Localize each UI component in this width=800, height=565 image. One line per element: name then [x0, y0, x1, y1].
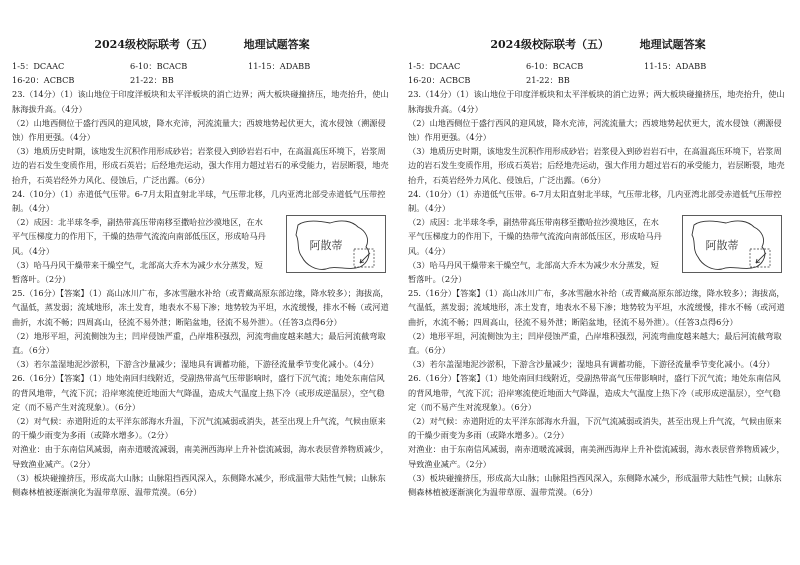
q24-part1: 24.（10分）（1）赤道低气压带。6-7月太阳直射北半球，气压带北移，几内亚湾北部受赤道低气压带控制。（4分）: [408, 188, 782, 214]
page-title: 2024级校际联考（五） 地理试题答案: [490, 38, 706, 51]
q23-part1: 23.（14分）（1）该山地位于印度洋板块和太平洋板块的消亡边界；两大板块碰撞挤压，地壳抬升，使山脉海拔升高。（4分）: [12, 89, 389, 114]
q26-part3: 对渔业：由于东南信风减弱，南赤道暖流减弱，南美洲西海岸上升补偿流减弱，海水表层营养物质减少，导致渔业减产。（2分）: [12, 444, 389, 469]
answer-key-21-22: 21-22：BB: [130, 75, 174, 86]
ashanti-map-figure: [682, 215, 782, 273]
q23-part3: （3）地质历史时期，该地发生沉积作用形成砂岩；岩浆侵入到砂岩岩石中，在高温高压环境下，岩浆周边的岩石发生变质作用，形成石英岩；后经地壳运动，强大作用力超过岩石的承受能力，岩层断裂，地壳抬升，石英岩经外力风化、侵蚀后，广泛出露。（6分）: [408, 146, 785, 185]
answer-key-11-15: 11-15：ADABB: [644, 61, 707, 71]
q24-block: [408, 187, 788, 286]
q25-part2: （2）地形平坦，河流侧蚀为主；凹岸侵蚀严重，凸岸堆积强烈，河流弯曲度越来越大；最后河流截弯取直。（6分）: [12, 330, 386, 356]
ashanti-map: [286, 215, 386, 273]
answer-key-1-5: 1-5：DCAAC: [12, 61, 65, 71]
map-region-label: 阿散蒂: [309, 240, 343, 253]
q25-part1: 25.（16分）【答案】（1）高山冰川广布，多冰雪融水补给（或青藏高原东部边缘，降水较多）；海拔高，气温低，蒸发弱；流域地形，冻土发育，地表水不易下渗；地势较为平坦，水流缓慢，排水不畅（或河道曲折，水流不畅；四周高山，径流不易外泄；断陷盆地，径流不易外泄）。（任答3点得6分）: [408, 288, 785, 327]
map-region-label: 阿散蒂: [705, 240, 739, 253]
q26-part3: 对渔业：由于东南信风减弱，南赤道暖流减弱，南美洲西海岸上升补偿流减弱，海水表层营养物质减少，导致渔业减产。（2分）: [408, 444, 785, 469]
answer-key-row: [12, 73, 392, 87]
q26-part2: （2）对气候：赤道附近的太平洋东部海水升温，下沉气流减弱或消失，甚至出现上升气流，气候由原来的干燥少雨变为多雨（或降水增多）。（2分）: [12, 416, 386, 441]
q23-part1: 23.（14分）（1）该山地位于印度洋板块和太平洋板块的消亡边界；两大板块碰撞挤压，地壳抬升，使山脉海拔升高。（4分）: [408, 89, 785, 114]
q25-part1: 25.（16分）【答案】（1）高山冰川广布，多冰雪融水补给（或青藏高原东部边缘，降水较多）；海拔高，气温低，蒸发弱；流域地形，冻土发育，地表水不易下渗；地势较为平坦，水流缓慢，排水不畅（或河道曲折，水流不畅；四周高山，径流不易外泄；断陷盆地，径流不易外泄）。（任答3点得6分）: [12, 288, 389, 327]
q24-block: [12, 187, 392, 286]
q24-part2: （2）成因：北半球冬季，副热带高压带南移至撒哈拉沙漠地区，在水平气压梯度力的作用下，干燥的热带气流流向南部低压区，形成哈马丹风。（4分）: [408, 217, 662, 256]
answer-key-21-22: 21-22：BB: [526, 75, 570, 86]
q26-part1: 26.（16分）【答案】（1）地处南回归线附近，受副热带高气压带影响时，盛行下沉气流；地处东南信风的背风地带，气流下沉；沿岸寒流使近地面大气降温，造成大气温度上热下冷（或形成逆温层），空气稳定（而不易产生对流现象）。（6分）: [12, 373, 385, 412]
q25-part3: （3）若尔盖湿地泥沙淤积，下游含沙量减少；湿地具有调蓄功能，下游径流量季节变化减小。（4分）: [12, 359, 379, 370]
answer-key-6-10: 6-10：BCACB: [130, 61, 188, 71]
answer-key-row: [408, 59, 788, 73]
q26-part4: （3）板块碰撞挤压，形成高大山脉；山脉阻挡西风深入，东侧降水减少，形成温带大陆性气候；山脉东侧森林植被逐渐演化为温带草原、温带荒漠。（6分）: [408, 472, 782, 498]
q26-part1: 26.（16分）【答案】（1）地处南回归线附近，受副热带高气压带影响时，盛行下沉气流；地处东南信风的背风地带，气流下沉；沿岸寒流使近地面大气降温，造成大气温度上热下冷（或形成逆温层），空气稳定（而不易产生对流现象）。（6分）: [408, 373, 781, 412]
answer-key-row: [408, 73, 788, 87]
q24-part3: （3）哈马丹风干燥带来干燥空气，北部高大乔木为减少水分蒸发，短暂落叶。（2分）: [408, 259, 659, 285]
q24-part1: 24.（10分）（1）赤道低气压带。6-7月太阳直射北半球，气压带北移，几内亚湾北部受赤道低气压带控制。（4分）: [12, 188, 386, 214]
answer-key-16-20: 16-20：ACBCB: [12, 75, 75, 86]
q23-part3: （3）地质历史时期，该地发生沉积作用形成砂岩；岩浆侵入到砂岩岩石中，在高温高压环境下，岩浆周边的岩石发生变质作用，形成石英岩；后经地壳运动，强大作用力超过岩石的承受能力，岩层断裂，地壳抬升，石英岩经外力风化、侵蚀后，广泛出露。（6分）: [12, 146, 389, 185]
q24-part2: （2）成因：北半球冬季，副热带高压带南移至撒哈拉沙漠地区，在水平气压梯度力的作用下，干燥的热带气流流向南部低压区，形成哈马丹风。（4分）: [12, 217, 266, 256]
page-title: 2024级校际联考（五） 地理试题答案: [94, 38, 310, 51]
q26-part2: （2）对气候：赤道附近的太平洋东部海水升温，下沉气流减弱或消失，甚至出现上升气流，气候由原来的干燥少雨变为多雨（或降水增多）。（2分）: [408, 416, 782, 441]
answer-key-16-20: 16-20：ACBCB: [408, 75, 471, 86]
answer-key-row: [12, 59, 392, 73]
answer-column-right: [408, 0, 788, 565]
answer-key-1-5: 1-5：DCAAC: [408, 61, 461, 71]
q23-part2: （2）山地西侧位于盛行西风的迎风坡，降水充沛，河流流量大；西坡地势起伏更大，流水侵蚀（溯源侵蚀）作用更强。（4分）: [408, 117, 782, 143]
q25-part3: （3）若尔盖湿地泥沙淤积，下游含沙量减少；湿地具有调蓄功能，下游径流量季节变化减小。（4分）: [408, 359, 775, 370]
q24-part3: （3）哈马丹风干燥带来干燥空气，北部高大乔木为减少水分蒸发，短暂落叶。（2分）: [12, 259, 263, 285]
ashanti-map: [682, 215, 782, 273]
ashanti-map-figure: [286, 215, 386, 273]
answer-key-11-15: 11-15：ADABB: [248, 61, 311, 71]
q23-part2: （2）山地西侧位于盛行西风的迎风坡，降水充沛，河流流量大；西坡地势起伏更大，流水侵蚀（溯源侵蚀）作用更强。（4分）: [12, 117, 386, 143]
q26-part4: （3）板块碰撞挤压，形成高大山脉；山脉阻挡西风深入，东侧降水减少，形成温带大陆性气候；山脉东侧森林植被逐渐演化为温带草原、温带荒漠。（6分）: [12, 472, 386, 498]
q25-part2: （2）地形平坦，河流侧蚀为主；凹岸侵蚀严重，凸岸堆积强烈，河流弯曲度越来越大；最后河流截弯取直。（6分）: [408, 330, 782, 356]
answer-key-6-10: 6-10：BCACB: [526, 61, 584, 71]
answer-column-left: [12, 0, 392, 565]
